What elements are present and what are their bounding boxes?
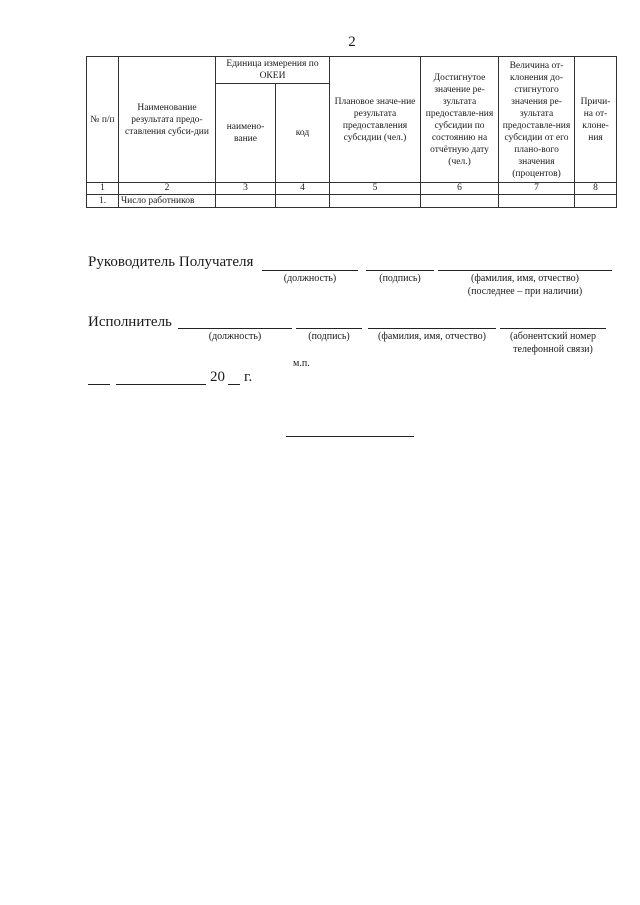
stamp-place-label: м.п. — [293, 358, 310, 369]
executor-phone-caption: (абонентский номер — [510, 331, 596, 342]
header-num: № п/п — [87, 57, 119, 183]
page-number: 2 — [348, 34, 356, 50]
header-result-name: Наименование результата предо-ставления субси-дии — [119, 57, 216, 183]
head-label: Руководитель Получателя — [88, 254, 254, 270]
column-number: 8 — [575, 183, 617, 195]
cell-result-name: Число работников — [119, 195, 216, 208]
executor-phone-caption-line2: телефонной связи) — [513, 344, 593, 355]
header-achieved: Достигнутое значение ре-зультата предоставле-ния субсидии по состоянию на отчётную дату (чел.) — [421, 57, 499, 183]
cell-reason — [575, 195, 617, 208]
head-position-line — [262, 270, 358, 271]
header-unit-group: Единица измерения по ОКЕИ — [216, 57, 330, 84]
cell-deviation — [499, 195, 575, 208]
column-number: 7 — [499, 183, 575, 195]
column-number: 3 — [216, 183, 276, 195]
head-name-note: (последнее – при наличии) — [467, 286, 583, 297]
executor-position-caption: (должность) — [208, 331, 262, 342]
date-day-line — [88, 384, 110, 385]
head-position-caption: (должность) — [283, 273, 337, 284]
table-row — [87, 195, 617, 208]
cell-unit-name — [216, 195, 276, 208]
cell-planned — [330, 195, 421, 208]
header-planned: Плановое значе-ние результата предоставления субсидии (чел.) — [330, 57, 421, 183]
executor-signature-line — [296, 328, 362, 329]
end-separator-line — [286, 436, 414, 437]
column-number: 6 — [421, 183, 499, 195]
column-number: 4 — [276, 183, 330, 195]
column-number-row — [87, 183, 617, 195]
header-deviation: Величина от-клонения до-стигнутого значения ре-зультата предоставле-ния субсидии от его плано-вого значения (процентов) — [499, 57, 575, 183]
date-year-prefix: 20 — [210, 369, 225, 385]
head-name-line — [438, 270, 612, 271]
date-year-suffix: г. — [244, 369, 253, 385]
column-number: 2 — [119, 183, 216, 195]
executor-signature-caption: (подпись) — [308, 331, 350, 342]
header-unit-name: наимено-вание — [216, 84, 276, 183]
cell-achieved — [421, 195, 499, 208]
cell-unit-code — [276, 195, 330, 208]
head-signature-line — [366, 270, 434, 271]
column-number: 1 — [87, 183, 119, 195]
date-year-line — [228, 384, 240, 385]
header-unit-code: код — [276, 84, 330, 183]
results-table — [86, 56, 617, 208]
executor-phone-line — [500, 328, 606, 329]
date-month-line — [116, 384, 206, 385]
column-number: 5 — [330, 183, 421, 195]
header-reason: Причи-на от-клоне-ния — [575, 57, 617, 183]
executor-position-line — [178, 328, 292, 329]
executor-name-caption: (фамилия, имя, отчество) — [378, 331, 486, 342]
executor-label: Исполнитель — [88, 314, 172, 330]
head-name-caption: (фамилия, имя, отчество) — [471, 273, 579, 284]
cell-num: 1. — [87, 195, 119, 208]
head-signature-caption: (подпись) — [379, 273, 421, 284]
executor-name-line — [368, 328, 496, 329]
